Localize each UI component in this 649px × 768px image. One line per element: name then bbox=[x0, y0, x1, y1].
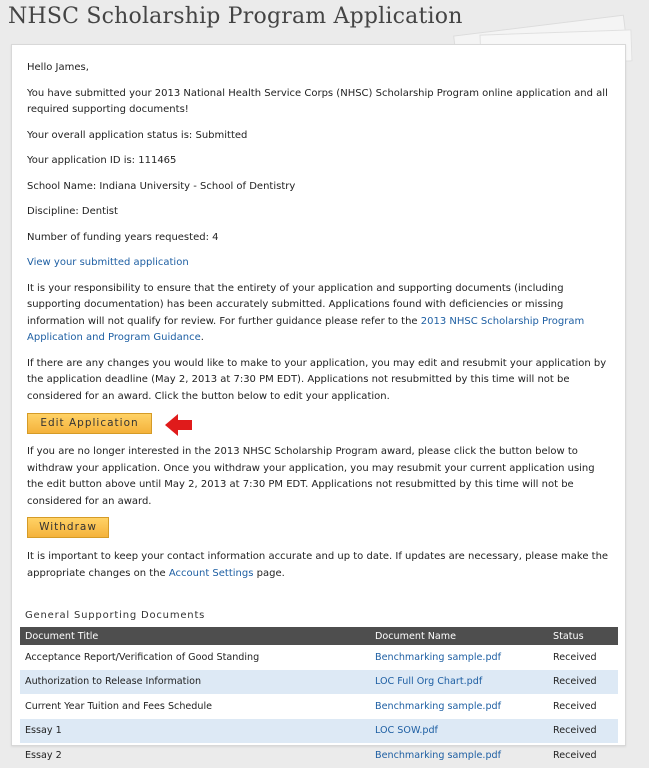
discipline-line: Discipline: Dentist bbox=[27, 206, 118, 217]
document-name-cell bbox=[370, 670, 548, 695]
intro-text: You have submitted your 2013 National Health Service Corps (NHSC) Scholarship Program online application and all required supporting documents! bbox=[27, 87, 608, 115]
document-name-cell bbox=[370, 743, 548, 768]
status-cell: Received bbox=[553, 749, 597, 761]
table-row bbox=[20, 694, 618, 719]
header-status: Status bbox=[548, 627, 618, 645]
panel-content bbox=[27, 60, 612, 768]
guidance-period: . bbox=[200, 332, 204, 343]
school-name-line: School Name: Indiana University - School of Dentistry bbox=[27, 180, 296, 192]
responsibility-text bbox=[27, 281, 612, 347]
header-document-title: Document Title bbox=[20, 627, 370, 645]
view-application-link[interactable]: View your submitted application bbox=[27, 257, 189, 268]
status-cell: Received bbox=[548, 670, 618, 695]
table-row bbox=[20, 645, 618, 670]
withdraw-text: If you are no longer interested in the 2013 NHSC Scholarship Program award, please click the button below to withdraw your application. Once you withdraw your application, you may resubmit your current application using the edit button above until May 2, 2013 at 7:30 PM EDT. Applications not resubmitted by this time will not be considered for an award. bbox=[27, 446, 595, 507]
responsibility-text-body: It is your responsibility to ensure that the entirety of your application and supporting documents (including supporting documentation) has been accurately submitted. Applications found with deficiencies or missing information will not qualify for review. For further guidance please refer to the bbox=[27, 282, 564, 327]
document-title-cell: Current Year Tuition and Fees Schedule bbox=[25, 700, 213, 712]
guidance-link[interactable]: 2013 NHSC Scholarship Program Application and Program Guidance bbox=[27, 315, 585, 343]
withdraw-button-row bbox=[27, 517, 612, 539]
application-id-line: Your application ID is: 111465 bbox=[27, 155, 177, 166]
document-title-cell: Essay 2 bbox=[25, 749, 62, 761]
view-application-paragraph bbox=[27, 255, 612, 272]
status-cell: Received bbox=[548, 719, 618, 744]
table-row bbox=[20, 743, 618, 768]
withdraw-button[interactable]: Withdraw bbox=[27, 517, 109, 538]
status-line: Your overall application status is: Submitted bbox=[27, 129, 248, 141]
contact-text-end: page. bbox=[253, 567, 285, 579]
document-name-cell bbox=[370, 694, 548, 719]
main-panel bbox=[11, 44, 626, 761]
red-arrow-icon bbox=[165, 413, 193, 437]
table-row bbox=[20, 719, 618, 744]
funding-years-line: Number of funding years requested: 4 bbox=[27, 231, 219, 243]
document-title-cell: Essay 1 bbox=[20, 719, 370, 744]
table-header-row bbox=[20, 627, 618, 645]
table-row bbox=[20, 670, 618, 695]
document-link[interactable]: LOC SOW.pdf bbox=[375, 725, 438, 737]
greeting: Hello James, bbox=[27, 62, 89, 73]
contact-text bbox=[27, 549, 612, 582]
status-cell: Received bbox=[553, 651, 597, 663]
document-link[interactable]: Benchmarking sample.pdf bbox=[375, 749, 502, 761]
documents-table bbox=[20, 627, 618, 768]
edit-application-button[interactable]: Edit Application bbox=[27, 413, 152, 434]
document-name-cell bbox=[370, 719, 548, 744]
contact-text-body: It is important to keep your contact information accurate and up to date. If updates are necessary, please make the appropriate changes on the bbox=[27, 551, 609, 579]
page-title: NHSC Scholarship Program Application bbox=[8, 4, 463, 29]
edit-button-row bbox=[27, 413, 612, 435]
account-settings-link[interactable]: Account Settings bbox=[168, 567, 254, 579]
document-link[interactable]: Benchmarking sample.pdf bbox=[375, 651, 502, 663]
document-link[interactable]: LOC Full Org Chart.pdf bbox=[375, 676, 483, 688]
documents-section-title: General Supporting Documents bbox=[25, 610, 206, 621]
changes-text: If there are any changes you would like to make to your application, you may edit and resubmit your application by the application deadline (May 2, 2013 at 7:30 PM EDT). Applications not resubmitted by this time will not be considered for an award. Click the button below to edit your application. bbox=[27, 357, 607, 402]
document-title-cell: Authorization to Release Information bbox=[20, 670, 370, 695]
status-cell: Received bbox=[553, 700, 597, 712]
header-document-name: Document Name bbox=[370, 627, 548, 645]
document-name-cell bbox=[370, 645, 548, 670]
document-title-cell: Acceptance Report/Verification of Good Standing bbox=[25, 651, 260, 663]
document-link[interactable]: Benchmarking sample.pdf bbox=[375, 700, 502, 712]
